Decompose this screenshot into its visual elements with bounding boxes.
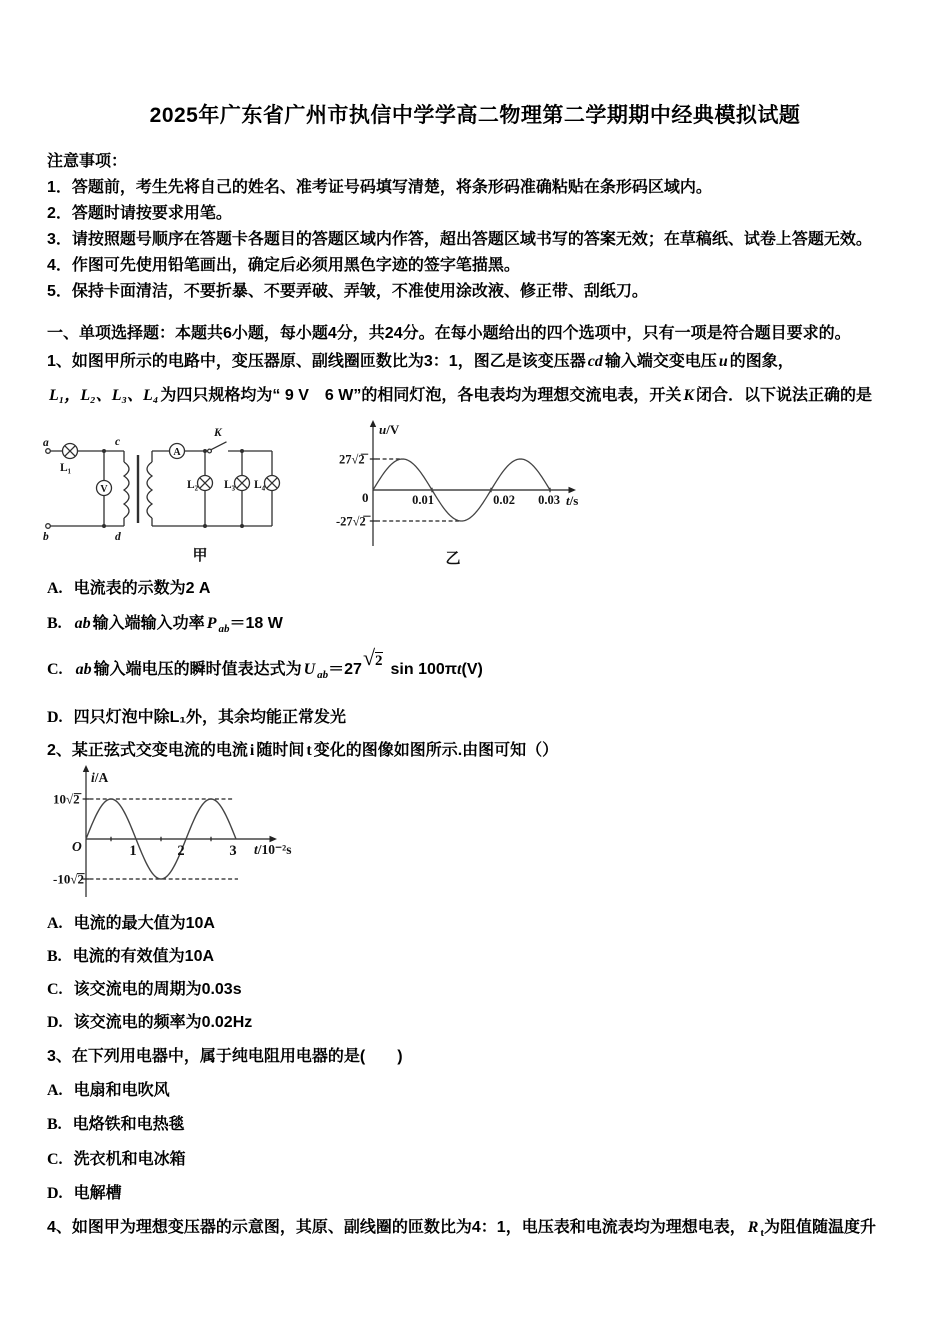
origin-label: 0 [362, 490, 369, 505]
x-tick-003: 0.03 [538, 493, 560, 507]
circuit-figure-jia [42, 424, 342, 566]
primary-coil [124, 462, 129, 518]
lamp-l3-label: L₃ [224, 479, 236, 491]
neg-amplitude-label: -27√2 [336, 514, 366, 529]
amplitude-label: 27√2 [339, 452, 365, 467]
neg-amplitude-label: -10√2 [53, 871, 84, 887]
y-axis-arrow [370, 420, 376, 427]
q1-option-a: A. 电流表的示数为2 A [47, 580, 211, 597]
notice-item-1: 1．答题前，考生先将自己的姓名、准考证号码填写清楚，将条形码准确粘贴在条形码区域内。 [47, 179, 712, 196]
q1-option-b: B. ab 输入端输入功率 P $_{ab}$＝18 W [47, 615, 283, 636]
circuit-wires [46, 442, 280, 529]
secondary-coil [147, 462, 152, 518]
voltage-graph-yi [336, 416, 666, 568]
lamp-l4-icon [265, 476, 280, 491]
q3-option-c: C. 洗衣机和电冰箱 [47, 1151, 186, 1168]
amplitude-label: 10√2 [53, 791, 80, 807]
q2-option-d: D. 该交流电的频率为0.02Hz [47, 1014, 253, 1031]
axis-arrows [83, 765, 277, 842]
current-graph-q2 [53, 763, 388, 908]
node-d-label: d [115, 531, 121, 543]
switch-k-lever [211, 442, 226, 450]
q3-option-b: B. 电烙铁和电热毯 [47, 1116, 185, 1133]
q2-option-a: A. 电流的最大值为10A [47, 915, 215, 932]
x-tick-3: 3 [229, 843, 237, 859]
junction-dots [102, 446, 244, 528]
question-1-line-2: L₁，L₂、L₃、L₄ 为四只规格均为“ 9 V 6 W”的相同灯泡，各电表均为理想交流电表，开关 K 闭合．以下说法正确的是 [49, 387, 873, 404]
question-3-line: 3、在下列用电器中，属于纯电阻用电器的是( ) [47, 1048, 403, 1065]
lamp-l1-label: L₁ [60, 462, 72, 474]
lamp-l1-icon [63, 444, 78, 459]
notice-item-5: 5．保持卡面清洁，不要折暴、不要弄破、弄皱，不准使用涂改液、修正带、刮纸刀。 [47, 283, 648, 300]
terminal-b [46, 524, 51, 529]
notice-item-3: 3．请按照题号顺序在答题卡各题目的答题区域内作答，超出答题区域书写的答案无效；在草稿纸、试卷上答题无效。 [47, 231, 872, 248]
origin-label: O [72, 839, 82, 854]
q3-option-d: D. 电解槽 [47, 1185, 122, 1202]
lamp-l2-icon [198, 476, 213, 491]
notice-item-2: 2．答题时请按要求用笔。 [47, 205, 232, 222]
lamp-l4-label: L₄ [254, 479, 266, 491]
figure-caption-yi: 乙 [445, 550, 461, 567]
q1-option-c: C. ab 输入端电压的瞬时值表达式为 U $_{ab}$＝27√2 sin 100πt(V) [47, 645, 483, 682]
y-axis-label: u/V [379, 422, 400, 437]
notice-item-4: 4．作图可先使用铅笔画出，确定后必须用黑色字迹的签字笔描黑。 [47, 257, 520, 274]
ammeter-label: A [173, 446, 181, 458]
q3-option-a: A. 电扇和电吹风 [47, 1082, 170, 1099]
q1-option-d: D. 四只灯泡中除L₁外，其余均能正常发光 [47, 709, 346, 726]
x-axis-label: t/s [566, 493, 579, 508]
x-tick-2: 2 [177, 843, 185, 859]
question-1-line-1: 1、如图甲所示的电路中，变压器原、副线圈匝数比为3：1，图乙是该变压器 cd 输入端交变电压 u 的图象， [47, 353, 794, 370]
sqrt-2-radical: √2 [362, 645, 383, 670]
x-tick-001: 0.01 [412, 493, 434, 507]
question-2-line: 2、某正弦式交变电流的电流 i 随时间 t 变化的图像如图所示.由图可知（） [47, 742, 559, 759]
voltmeter-label: V [100, 483, 108, 495]
switch-k-contact [208, 449, 212, 453]
figure-caption-jia: 甲 [192, 547, 208, 564]
terminal-a-label: a [43, 437, 49, 449]
q2-option-b: B. 电流的有效值为10A [47, 948, 215, 965]
lamp-l3-icon [235, 476, 250, 491]
axes [361, 425, 571, 546]
terminal-b-label: b [43, 531, 49, 543]
node-c-label: c [115, 436, 121, 448]
switch-k-label: K [214, 427, 222, 439]
y-axis-label: i/A [91, 770, 109, 785]
x-tick-002: 0.02 [493, 493, 515, 507]
axes [74, 770, 272, 897]
section1-header: 一、单项选择题：本题共6小题，每小题4分，共24分。在每小题给出的四个选项中，只有一项是符合题目要求的。 [47, 325, 851, 342]
terminal-a [46, 449, 51, 454]
q2-option-c: C. 该交流电的周期为0.03s [47, 981, 242, 998]
question-4-line: 4、如图甲为理想变压器的示意图，其原、副线圈的匝数比为4：1，电压表和电流表均为理想电表， R $_t$为阻值随温度升 [47, 1219, 877, 1240]
notice-header: 注意事项： [47, 153, 128, 170]
page-title: 2025年广东省广州市执信中学学高二物理第二学期期中经典模拟试题 [149, 104, 801, 127]
x-tick-1: 1 [129, 843, 137, 859]
x-axis-label: t/10⁻²s [254, 842, 292, 857]
lamp-l2-label: L₂ [187, 479, 199, 491]
y-axis-arrow [83, 765, 89, 772]
